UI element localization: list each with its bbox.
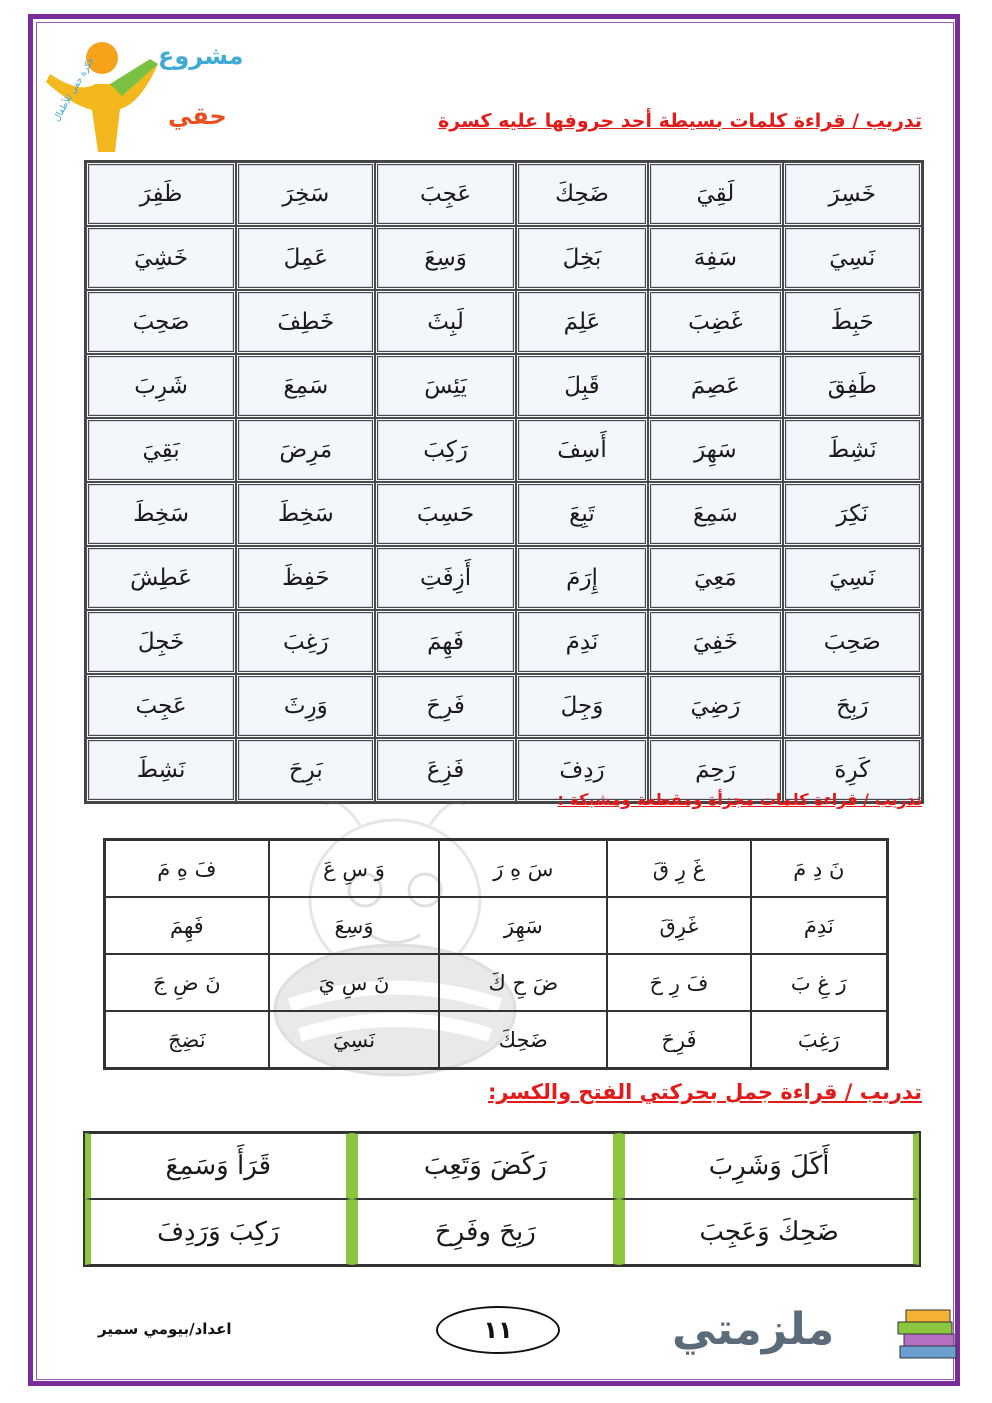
word-cell: أَسِفَ: [516, 418, 649, 482]
syllable-cell: غَرِقَ: [607, 897, 750, 954]
table-row: [85, 1133, 919, 1199]
syllable-cell: وَسِعَ: [269, 897, 440, 954]
syllable-cell: غَ رِ قَ: [607, 840, 750, 897]
page-number: ١١: [436, 1306, 560, 1354]
table-row: [86, 610, 922, 674]
word-cell: عَجِبَ: [375, 162, 515, 226]
word-cell: نَدِمَ: [516, 610, 649, 674]
word-cell: رَضِيَ: [648, 674, 782, 738]
table-row: [105, 840, 887, 897]
word-cell: طَفِقَ: [783, 354, 922, 418]
books-icon: [892, 1306, 962, 1366]
word-cell: وَجِلَ: [516, 674, 649, 738]
word-cell: نَسِيَ: [783, 546, 922, 610]
sentences-table: [83, 1131, 921, 1267]
syllable-cell: رَ غِ بَ: [751, 954, 887, 1011]
word-cell: عَمِلَ: [236, 226, 375, 290]
logo-text-top: مشروع: [158, 42, 244, 70]
sentence-cell: قَرَأَ وَسَمِعَ: [85, 1133, 352, 1199]
sentence-cell: رَكِبَ وَرَدِفَ: [85, 1199, 352, 1265]
author-credit: اعداد/بيومي سمير: [98, 1320, 232, 1338]
word-cell: رَدِفَ: [516, 738, 649, 802]
word-cell: مَرِضَ: [236, 418, 375, 482]
word-cell: ظَفِرَ: [86, 162, 236, 226]
word-cell: رَحِمَ: [648, 738, 782, 802]
syllable-cell: نَضِجَ: [105, 1011, 269, 1068]
word-cell: فَرِحَ: [375, 674, 515, 738]
word-cell: أَزِفَتِ: [375, 546, 515, 610]
word-cell: غَضِبَ: [648, 290, 782, 354]
word-cell: بَرِحَ: [236, 738, 375, 802]
table-row: [86, 674, 922, 738]
table-row: [105, 897, 887, 954]
word-cell: حَبِطَ: [783, 290, 922, 354]
word-cell: حَسِبَ: [375, 482, 515, 546]
table-row: [86, 290, 922, 354]
word-cell: تَبِعَ: [516, 482, 649, 546]
syllable-cell: نَ سِ يَ: [269, 954, 440, 1011]
syllable-cell: نَسِيَ: [269, 1011, 440, 1068]
word-cell: إِرَمَ: [516, 546, 649, 610]
word-cell: صَحِبَ: [86, 290, 236, 354]
word-cell: ضَحِكَ: [516, 162, 649, 226]
word-cell: نَسِيَ: [783, 226, 922, 290]
syllable-cell: رَغِبَ: [751, 1011, 887, 1068]
word-cell: رَبِحَ: [783, 674, 922, 738]
table-row: [105, 1011, 887, 1068]
word-cell: لَقِيَ: [648, 162, 782, 226]
syllable-cell: وَ سِ عَ: [269, 840, 440, 897]
word-cell: نَشِطَ: [783, 418, 922, 482]
word-cell: خَفِيَ: [648, 610, 782, 674]
logo-text-bottom: حقي: [168, 102, 227, 130]
section1-title: تدريب / قراءة كلمات بسيطة أحد حروفها عليه كسرة: [438, 110, 922, 132]
sentence-cell: أَكَلَ وَشَرِبَ: [619, 1133, 919, 1199]
word-cell: شَرِبَ: [86, 354, 236, 418]
syllable-cell: فَ رِ حَ: [607, 954, 750, 1011]
word-cell: عَصِمَ: [648, 354, 782, 418]
table-row: [105, 954, 887, 1011]
syllable-cell: نَ ضِ جَ: [105, 954, 269, 1011]
table-row: [86, 162, 922, 226]
word-cell: عَطِشَ: [86, 546, 236, 610]
word-cell: بَقِيَ: [86, 418, 236, 482]
word-cell: سَهِرَ: [648, 418, 782, 482]
word-cell: حَفِظَ: [236, 546, 375, 610]
word-cell: مَعِيَ: [648, 546, 782, 610]
word-cell: صَحِبَ: [783, 610, 922, 674]
word-cell: وَرِثَ: [236, 674, 375, 738]
syllable-cell: فَرِحَ: [607, 1011, 750, 1068]
word-cell: سَمِعَ: [236, 354, 375, 418]
word-cell: لَبِثَ: [375, 290, 515, 354]
word-cell: كَرِهَ: [783, 738, 922, 802]
word-cell: سَفِهَ: [648, 226, 782, 290]
word-cell: سَخِطَ: [86, 482, 236, 546]
syllable-cell: فَهِمَ: [105, 897, 269, 954]
word-cell: يَئِسَ: [375, 354, 515, 418]
word-cell: نَكِرَ: [783, 482, 922, 546]
word-cell: قَبِلَ: [516, 354, 649, 418]
sentence-cell: ضَحِكَ وَعَجِبَ: [619, 1199, 919, 1265]
table-row: [86, 354, 922, 418]
section3-title: تدريب / قراءة جمل بحركتي الفتح والكسر:: [487, 1080, 922, 1104]
table-row: [86, 226, 922, 290]
word-cell: خَسِرَ: [783, 162, 922, 226]
section2-title: تدريب / قراءة كلمات مجزأة ومقطعة ومشبكة :: [557, 790, 922, 809]
syllable-cell: فَ هِ مَ: [105, 840, 269, 897]
syllable-cell: ضَحِكَ: [439, 1011, 607, 1068]
word-cell: فَزِعَ: [375, 738, 515, 802]
syllable-words-table: [103, 838, 889, 1070]
word-cell: سَخِطَ: [236, 482, 375, 546]
word-cell: بَخِلَ: [516, 226, 649, 290]
syllable-cell: ضَ حِ كَ: [439, 954, 607, 1011]
sentence-cell: رَكَضَ وَتَعِبَ: [352, 1133, 620, 1199]
syllable-cell: سَهِرَ: [439, 897, 607, 954]
table-row: [86, 418, 922, 482]
sentence-cell: رَبِحَ وفَرِحَ: [352, 1199, 620, 1265]
table-row: [86, 482, 922, 546]
word-cell: خَطِفَ: [236, 290, 375, 354]
syllable-cell: سَ هِ رَ: [439, 840, 607, 897]
word-cell: وَسِعَ: [375, 226, 515, 290]
watermark-text: ملزمتي: [672, 1304, 835, 1355]
single-words-table: [84, 160, 924, 804]
svg-text:فكرة حقي للأطفال: فكرة حقي للأطفال: [51, 56, 97, 124]
table-row: [86, 546, 922, 610]
word-cell: رَكِبَ: [375, 418, 515, 482]
word-cell: سَخِرَ: [236, 162, 375, 226]
word-cell: سَمِعَ: [648, 482, 782, 546]
syllable-cell: نَ دِ مَ: [751, 840, 887, 897]
word-cell: نَشِطَ: [86, 738, 236, 802]
word-cell: عَلِمَ: [516, 290, 649, 354]
syllable-cell: نَدِمَ: [751, 897, 887, 954]
table-row: [85, 1199, 919, 1265]
site-watermark: [672, 1300, 962, 1370]
word-cell: خَشِيَ: [86, 226, 236, 290]
word-cell: رَغِبَ: [236, 610, 375, 674]
word-cell: خَجِلَ: [86, 610, 236, 674]
word-cell: عَجِبَ: [86, 674, 236, 738]
word-cell: فَهِمَ: [375, 610, 515, 674]
project-logo: [40, 34, 244, 164]
